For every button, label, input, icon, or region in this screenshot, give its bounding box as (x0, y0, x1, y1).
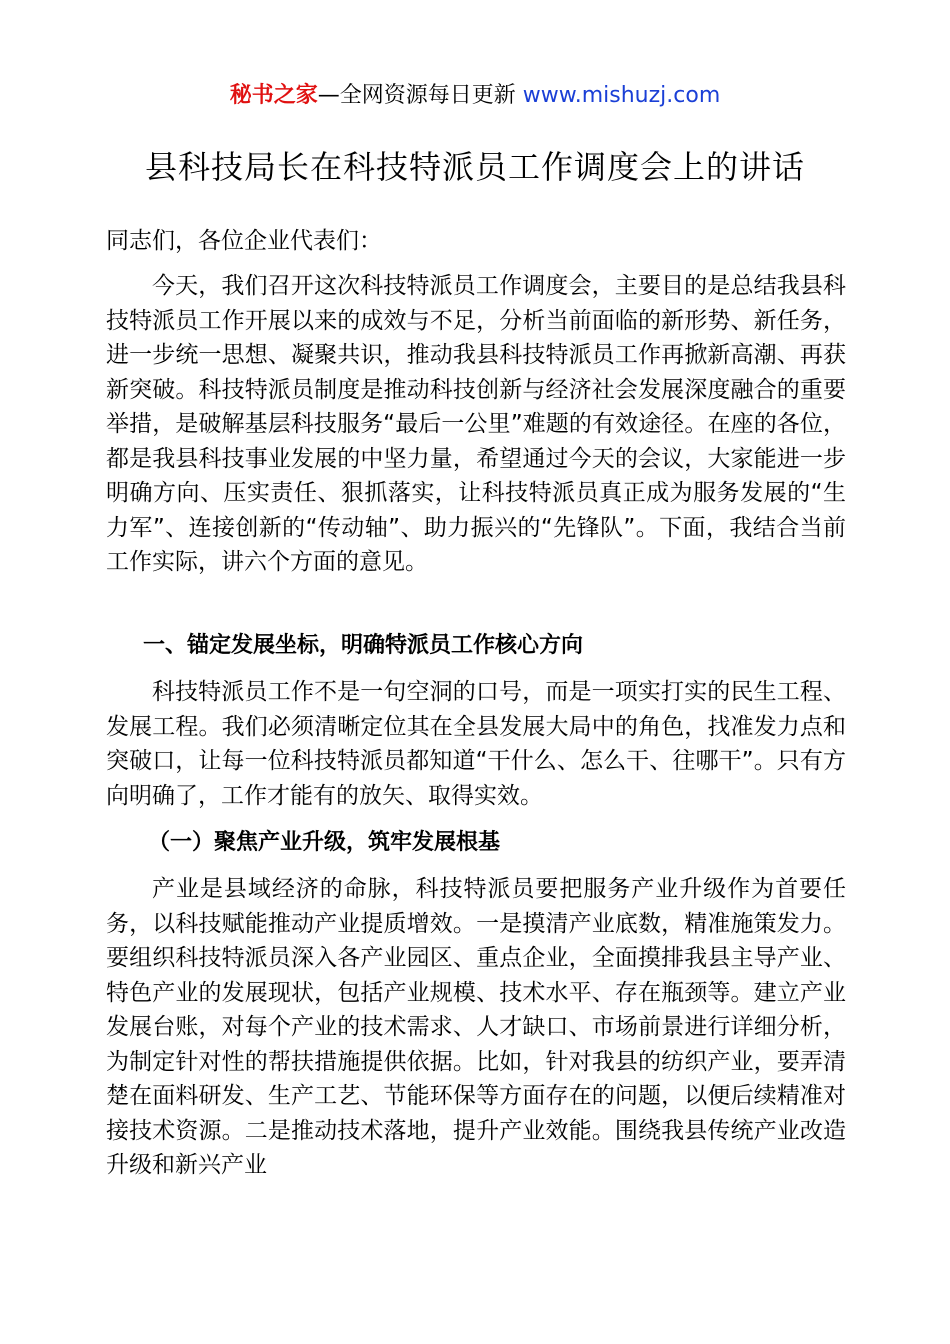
section-1-paragraph: 科技特派员工作不是一句空洞的口号，而是一项实打实的民生工程、发展工程。我们必须清晰定位其在全县发展大局中的角色，找准发力点和突破口，让每一位科技特派员都知道“干什么、怎么干、往哪干”。只有方向明确了，工作才能有的放矢、取得实效。 (106, 679, 846, 809)
subsection-1-heading: （一）聚焦产业升级，筑牢发展根基 (148, 830, 501, 855)
intro-paragraph: 今天，我们召开这次科技特派员工作调度会，主要目的是总结我县科技特派员工作开展以来的成效与不足，分析当前面临的新形势、新任务，进一步统一思想、凝聚共识，推动我县科技特派员工作再掀新高潮、再获新突破。科技特派员制度是推动科技创新与经济社会发展深度融合的重要举措，是破解基层科技服务“最后一公里”难题的有效途径。在座的各位，都是我县科技事业发展的中坚力量，希望通过今天的会议，大家能进一步明确方向、压实责任、狠抓落实，让科技特派员真正成为服务发展的“生力军”、连接创新的“传动轴”、助力振兴的“先锋队”。下面，我结合当前工作实际，讲六个方面的意见。 (106, 273, 846, 575)
site-header (0, 79, 950, 113)
site-tagline: —全网资源每日更新 (317, 83, 516, 108)
site-brand: 秘书之家 (229, 83, 318, 108)
section-1-heading: 一、锚定发展坐标，明确特派员工作核心方向 (143, 633, 584, 658)
salutation: 同志们，各位企业代表们： (106, 228, 382, 254)
site-url-link[interactable]: www.mishuzj.com (522, 83, 721, 108)
subsection-1-paragraph: 产业是县域经济的命脉，科技特派员要把服务产业升级作为首要任务，以科技赋能推动产业提质增效。一是摸清产业底数，精准施策发力。要组织科技特派员深入各产业园区、重点企业，全面摸排我县主导产业、特色产业的发展现状，包括产业规模、技术水平、存在瓶颈等。建立产业发展台账，对每个产业的技术需求、人才缺口、市场前景进行详细分析，为制定针对性的帮扶措施提供依据。比如，针对我县的纺织产业，要弄清楚在面料研发、生产工艺、节能环保等方面存在的问题，以便后续精准对接技术资源。二是推动技术落地，提升产业效能。围绕我县传统产业改造升级和新兴产业 (106, 876, 846, 1178)
document-title: 县科技局长在科技特派员工作调度会上的讲话 (144, 148, 805, 186)
